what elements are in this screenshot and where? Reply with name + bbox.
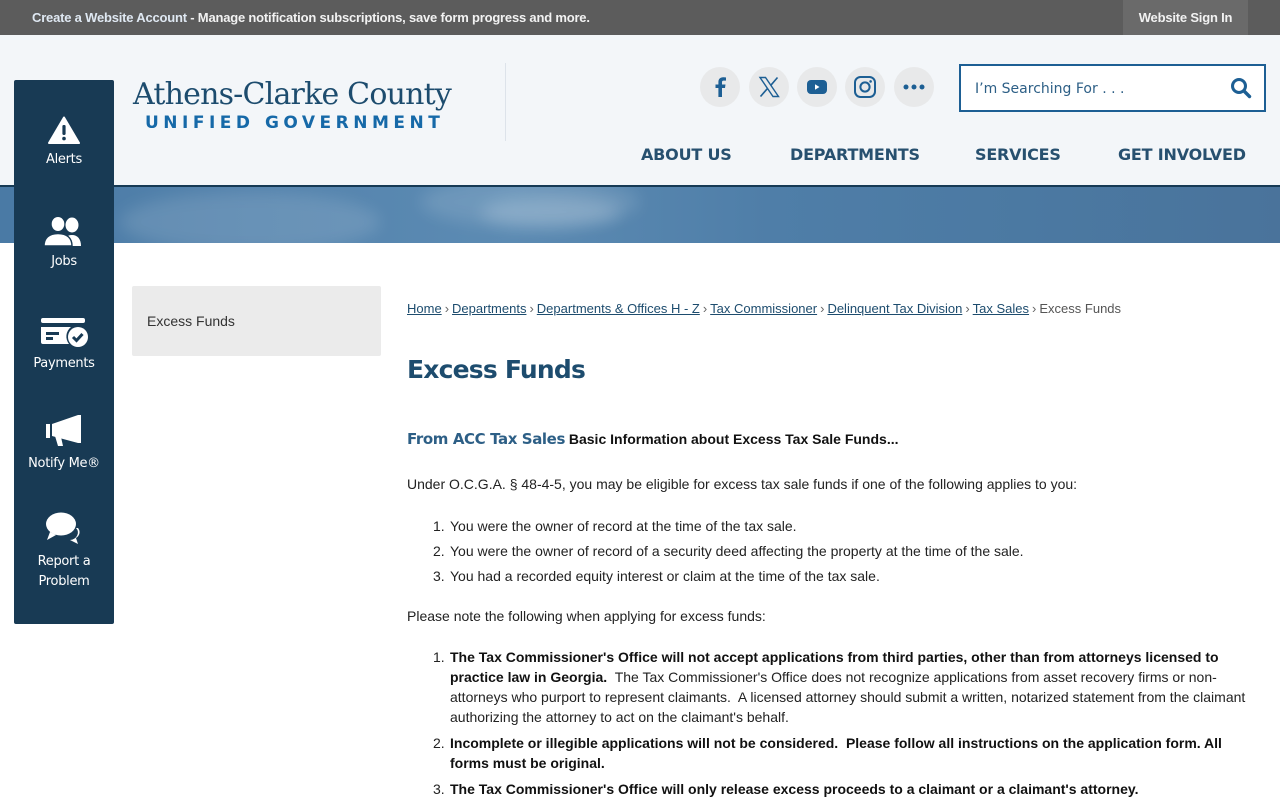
- breadcrumb-separator: ›: [529, 301, 534, 316]
- list-item: 3. You had a recorded equity interest or claim at the time of the tax sale.: [433, 568, 880, 584]
- breadcrumb-separator: ›: [820, 301, 825, 316]
- x-twitter-button[interactable]: [749, 67, 789, 107]
- nav-services[interactable]: SERVICES: [975, 145, 1061, 164]
- eligibility-list: [433, 518, 1024, 593]
- notes-list: [433, 647, 1248, 805]
- search-input[interactable]: [975, 78, 1215, 100]
- subnav-item-excess-funds[interactable]: [132, 286, 381, 356]
- logo-subtitle: UNIFIED GOVERNMENT: [145, 113, 445, 133]
- search-button[interactable]: [1230, 77, 1252, 99]
- list-item: 2. Incomplete or illegible applications will not be considered. Please follow all instructions on the application form. All forms must be original.: [433, 735, 1226, 771]
- breadcrumb: [407, 301, 1121, 316]
- subheading-accent: From ACC Tax Sales: [407, 430, 565, 448]
- logo-title: Athens-Clarke County: [133, 77, 452, 112]
- breadcrumb-separator: ›: [702, 301, 708, 316]
- account-message-text: - Manage notification subscriptions, save form progress and more.: [186, 10, 590, 25]
- instagram-button[interactable]: [845, 67, 885, 107]
- rail-item-notify-me[interactable]: [14, 414, 114, 474]
- section-subheading: [407, 430, 898, 449]
- facebook-icon: [714, 77, 726, 97]
- breadcrumb-delinquent-tax-division[interactable]: Delinquent Tax Division: [827, 301, 963, 316]
- subheading-text: Basic Information about Excess Tax Sale Funds...: [564, 431, 899, 447]
- nav-about-us[interactable]: ABOUT US: [641, 145, 732, 164]
- list-item: 1. You were the owner of record at the time of the tax sale.: [433, 518, 797, 534]
- breadcrumb-departments[interactable]: Departments: [452, 301, 527, 316]
- instagram-icon: [853, 75, 877, 99]
- site-search: [959, 64, 1266, 112]
- rail-label: Notify Me®: [28, 456, 100, 471]
- chat-bubbles-icon: [44, 510, 84, 546]
- youtube-icon: [807, 80, 827, 94]
- search-icon: [1230, 77, 1252, 99]
- facebook-button[interactable]: [700, 67, 740, 107]
- breadcrumb-separator: ›: [965, 301, 970, 316]
- breadcrumb-tax-commissioner[interactable]: Tax Commissioner: [710, 301, 818, 316]
- account-message: [32, 10, 590, 25]
- list-item: 2. You were the owner of record of a security deed affecting the property at the time of the sale.: [433, 543, 1024, 559]
- alert-triangle-icon: [48, 116, 80, 144]
- more-dots-icon: [903, 84, 925, 90]
- utility-bar: [0, 0, 1280, 35]
- rail-item-alerts[interactable]: [14, 116, 114, 170]
- list-item: 1. The Tax Commissioner's Office will not accept applications from third parties, other than from attorneys licensed to practice law in Georgia. The Tax Commissioner's Office does not recognize applications from asset recovery firms or non-attorneys who purport to represent claimants. A licensed attorney should submit a written, notarized statement from the claimant authorizing the attorney to act on the claimant's behalf.: [433, 649, 1250, 725]
- create-account-link[interactable]: Create a Website Account: [32, 10, 187, 25]
- payment-card-check-icon: [39, 316, 89, 348]
- rail-item-report-a-problem[interactable]: [14, 510, 114, 592]
- rail-label: Jobs: [51, 254, 77, 269]
- breadcrumb-current: Excess Funds: [1039, 301, 1122, 316]
- more-social-button[interactable]: [894, 67, 934, 107]
- breadcrumb-separator: ›: [1032, 301, 1037, 316]
- rail-label-line2: Problem: [38, 574, 90, 589]
- nav-get-involved[interactable]: GET INVOLVED: [1118, 145, 1246, 164]
- youtube-button[interactable]: [797, 67, 837, 107]
- quick-links-rail: [14, 80, 114, 624]
- header-divider: [505, 63, 506, 141]
- megaphone-icon: [44, 414, 84, 448]
- page-title: Excess Funds: [407, 355, 586, 384]
- site-logo[interactable]: [133, 77, 451, 133]
- breadcrumb-separator: ›: [444, 301, 450, 316]
- rail-item-jobs[interactable]: [14, 216, 114, 272]
- x-twitter-icon: [758, 76, 780, 98]
- breadcrumb-home[interactable]: Home: [407, 301, 442, 316]
- site-header: [0, 35, 1280, 185]
- rail-item-payments[interactable]: [14, 316, 114, 374]
- breadcrumb-departments-offices-h-z[interactable]: Departments & Offices H - Z: [536, 301, 700, 316]
- list-item: 3. The Tax Commissioner's Office will only release excess proceeds to a claimant or a claimant's attorney.: [433, 781, 1139, 797]
- breadcrumb-tax-sales[interactable]: Tax Sales: [972, 301, 1030, 316]
- subnav-label: Excess Funds: [147, 313, 235, 329]
- rail-label: Payments: [33, 356, 95, 371]
- intro-paragraph: Under O.C.G.A. § 48-4-5, you may be eligible for excess tax sale funds if one of the following applies to you:: [407, 476, 1078, 492]
- note-intro-paragraph: Please note the following when applying for excess funds:: [407, 608, 766, 624]
- rail-label: Alerts: [46, 152, 82, 167]
- sign-in-button[interactable]: Website Sign In: [1123, 0, 1248, 35]
- nav-departments[interactable]: DEPARTMENTS: [790, 145, 920, 164]
- users-icon: [42, 216, 86, 246]
- hero-banner: [0, 187, 1280, 243]
- rail-label: Report a: [37, 554, 91, 569]
